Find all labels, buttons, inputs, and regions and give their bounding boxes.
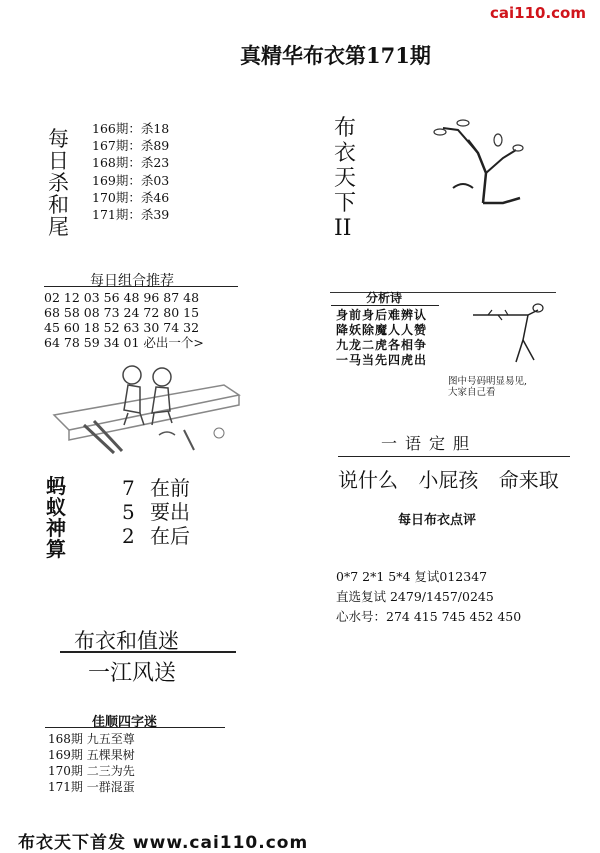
- ant-god-number: 2: [122, 524, 135, 548]
- analysis-hint: [448, 376, 527, 398]
- buyi-tianxia-char: II: [334, 216, 352, 241]
- riddle-title: 布衣和值迷: [74, 629, 179, 653]
- combo-row: 64 78 59 34 01 必出一个>: [44, 335, 204, 350]
- page-title: 真精华布衣第171期: [240, 43, 431, 68]
- ant-god-label-char: 蚁: [46, 495, 66, 519]
- list-item: 168期：杀23: [92, 155, 170, 171]
- daily-tail-label-char: 杀: [48, 171, 69, 195]
- site-logo[interactable]: cai110.com: [490, 4, 586, 22]
- phrase-item: 命来取: [498, 468, 559, 492]
- branch-sketch-illustration: [468, 300, 548, 365]
- daily-tail-list: [92, 120, 169, 223]
- poem-line: 降妖除魔人人赞: [336, 323, 428, 337]
- list-item: 171期：杀39: [92, 207, 170, 223]
- daily-comment-lines: [336, 567, 521, 627]
- phrase-item: 说什么: [338, 468, 398, 492]
- list-item: 171期 一群混蛋: [48, 780, 135, 794]
- analysis-poem-divider: [331, 305, 439, 306]
- daily-tail-label-char: 每: [48, 127, 69, 151]
- poem-line: 一马当先四虎出: [336, 353, 428, 367]
- ant-god-row: [122, 524, 190, 548]
- ant-god-label-char: 神: [46, 516, 66, 540]
- ant-god-rows: [122, 476, 190, 548]
- buyi-tianxia-char: 天: [334, 166, 357, 191]
- list-item: 170期：杀46: [92, 189, 170, 205]
- combo-row: 68 58 08 73 24 72 80 15: [44, 305, 200, 320]
- one-word-title: 一语定胆: [381, 434, 478, 453]
- poem-line: 九龙二虎各相争: [336, 338, 428, 352]
- combo-title: 每日组合推荐: [90, 273, 174, 289]
- list-item: 170期 二三为先: [48, 764, 135, 778]
- hint-line: 图中号码明显易见,: [448, 376, 528, 387]
- hint-line: 大家自己看: [448, 387, 496, 398]
- four-char-divider: [45, 727, 225, 728]
- comment-line: 直选复试 2479/1457/0245: [336, 589, 494, 604]
- analysis-poem-title: 分析诗: [366, 291, 403, 305]
- daily-tail-label: [48, 128, 72, 238]
- ant-god-text: 在后: [150, 524, 190, 548]
- daily-tail-label-char: 日: [48, 149, 69, 173]
- kids-sketch-illustration: [44, 355, 244, 455]
- list-item: 168期 九五至尊: [48, 732, 135, 746]
- buyi-tianxia-char: 衣: [334, 141, 357, 166]
- ant-god-row: [122, 476, 190, 500]
- daily-tail-label-char: 尾: [48, 215, 69, 239]
- comment-line: 0*7 2*1 5*4 复试012347: [336, 569, 488, 584]
- ant-god-number: 7: [122, 476, 135, 500]
- combo-numbers: [44, 290, 204, 350]
- one-word-divider: [338, 456, 570, 457]
- phrase-item: 小屁孩: [418, 468, 479, 492]
- buyi-tianxia-char: 布: [334, 116, 357, 141]
- ant-god-label-char: 蚂: [46, 474, 66, 498]
- four-char-title: 佳顺四字迷: [92, 715, 158, 730]
- combo-divider: [44, 286, 238, 287]
- list-item: 169期：杀03: [92, 172, 170, 188]
- analysis-poem-lines: [336, 308, 427, 368]
- riddle-divider: [60, 651, 236, 653]
- ant-god-text: 在前: [150, 476, 190, 500]
- ant-god-label-char: 算: [46, 537, 66, 561]
- footer-banner[interactable]: 布衣天下首发 www.cai110.com: [18, 833, 309, 853]
- four-char-list: [48, 731, 135, 795]
- tree-sketch-illustration: [428, 118, 528, 208]
- ant-god-row: [122, 500, 190, 524]
- list-item: 169期 五棵果树: [48, 748, 135, 762]
- list-item: 167期：杀89: [92, 138, 170, 154]
- ant-god-text: 要出: [150, 500, 190, 524]
- riddle-answer: 一江风送: [88, 661, 177, 686]
- combo-row: 02 12 03 56 48 96 87 48: [44, 290, 200, 305]
- buyi-tianxia-label: [334, 116, 356, 241]
- daily-tail-label-char: 和: [48, 193, 69, 217]
- daily-comment-title: 每日布衣点评: [398, 513, 477, 528]
- poem-line: 身前身后难辨认: [336, 308, 428, 322]
- one-word-phrases: [338, 464, 573, 493]
- combo-row: 45 60 18 52 63 30 74 32: [44, 320, 200, 335]
- ant-god-number: 5: [122, 500, 135, 524]
- list-item: 166期：杀18: [92, 121, 170, 136]
- ant-god-label: [46, 474, 66, 561]
- buyi-tianxia-char: 下: [334, 191, 357, 216]
- comment-line: 心水号：274 415 745 452 450: [336, 609, 522, 624]
